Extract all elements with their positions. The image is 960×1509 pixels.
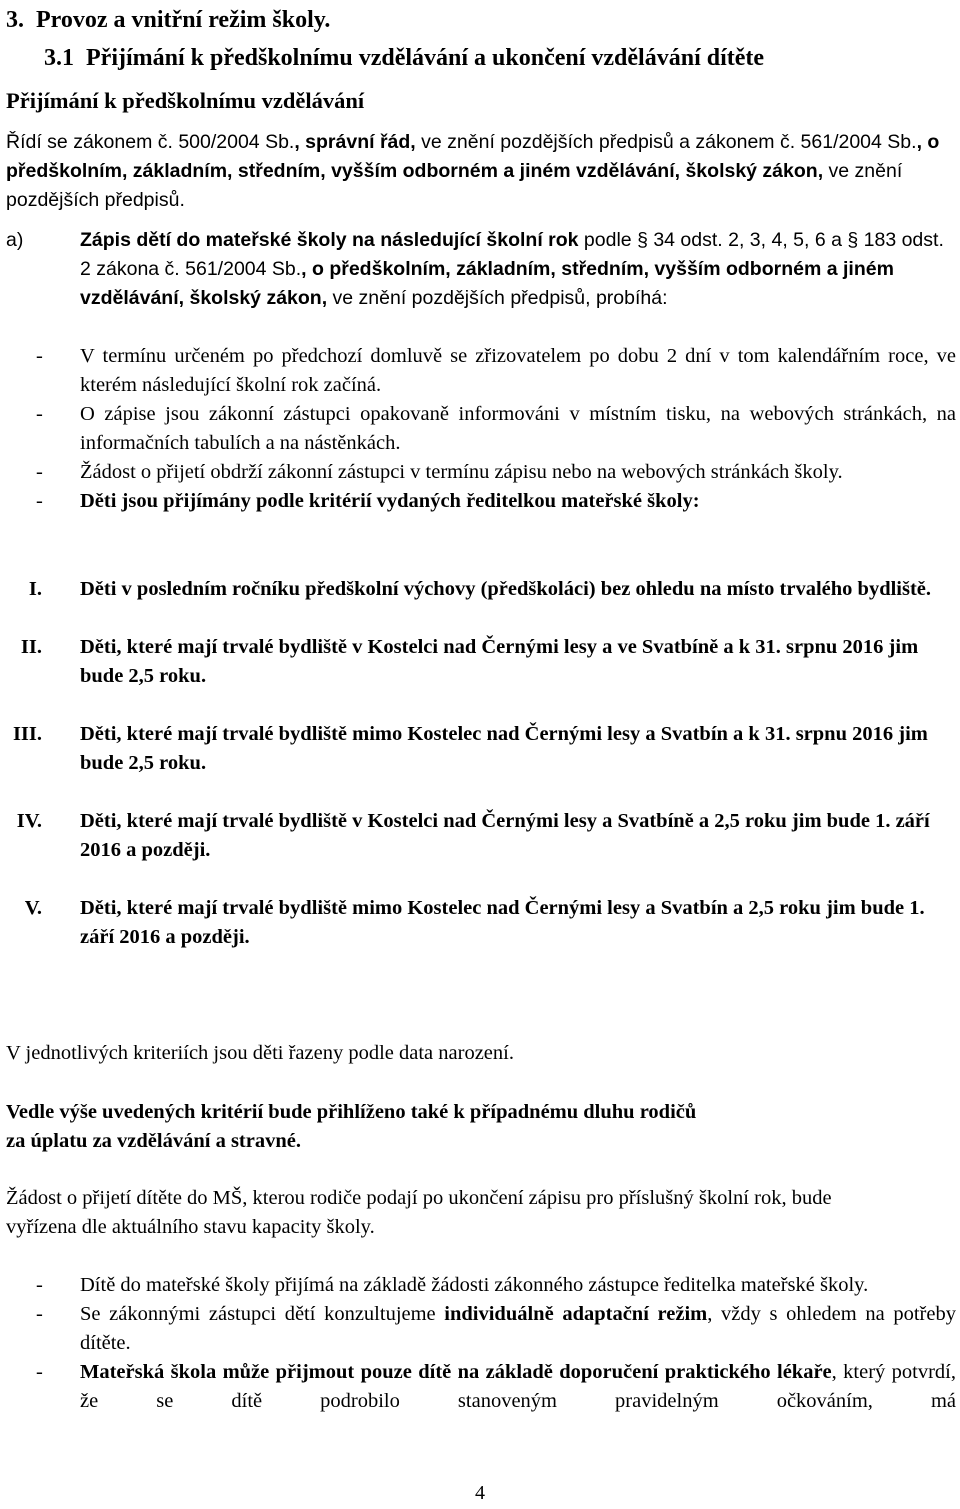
item-a-text-1: Zápis dětí do mateřské školy na následující školní rok [80,229,579,251]
dash-bullet: - [36,490,43,512]
criterion-number: IV. [16,810,42,832]
list-item-text: V termínu určeném po předchozí domluvě se zřizovatelem po dobu 2 dní v tom kalendářním roce, ve kterém následující školní rok začíná. [80,345,956,396]
item-a-text-4: ve znění pozdějších předpisů, probíhá: [327,287,668,309]
list-item [36,487,956,516]
criterion-text: Děti, které mají trvalé bydliště v Kostelci nad Černými lesy a ve Svatbíně a k 31. srpnu 2016 jim bude 2,5 roku. [80,636,919,687]
debt-line-2: za úplatu za vzdělávání a stravné. [6,1130,301,1152]
item-a-marker: a) [6,229,24,251]
intro-text-4: , o předškolním, základním, středním, vyšším odborném a jiném vzdělávání, školský zákon, [6,131,940,182]
item-a-paragraph [80,226,956,313]
criterion-text: Děti, které mají trvalé bydliště v Kostelci nad Černými lesy a Svatbíně a 2,5 roku jim bude 1. září 2016 a později. [80,810,930,861]
heading-section-3-1: 3.1 Přijímání k předškolnímu vzdělávání a ukončení vzdělávání dítěte [44,45,765,71]
list-item-text [80,1303,956,1354]
criterion-number: III. [12,723,42,745]
criterion-text: Děti v posledním ročníku předškolní výchovy (předškoláci) bez ohledu na místo trvalého bydliště. [80,578,932,600]
intro-text-2: , správní řád, [294,131,416,153]
list-item [36,342,956,400]
list-item-text-bold: individuálně adaptační režim [444,1303,708,1325]
debt-paragraph [6,1098,956,1156]
list-item-text: Děti jsou přijímány podle kritérií vydaných ředitelkou mateřské školy: [80,490,700,512]
criterion-number: V. [24,897,42,919]
item-a-text-2: podle § 34 odst. 2, 3, 4, 5, 6 a § 183 odst. 2 zákona č. 561/2004 Sb. [80,229,944,280]
admission-rules-list [36,1271,956,1416]
list-item-text: O zápise jsou zákonní zástupci opakovaně informováni v místním tisku, na webových stránkách, na informačních tabulích a na nástěnkách. [80,403,956,454]
enrollment-dash-list [36,342,956,516]
list-item [36,1271,956,1300]
list-item-text [80,1361,956,1412]
criterion-number: I. [28,578,42,600]
list-item [36,400,956,458]
list-item [36,458,956,487]
dash-bullet: - [36,1361,43,1383]
admission-criteria-list [6,575,956,981]
dash-bullet: - [36,461,43,483]
list-item-text-part: , který potvrdí, že se dítě podrobilo stanoveným pravidelným očkováním, má [80,1361,956,1412]
criterion-row [6,575,956,604]
list-item-text-part: , vždy s ohledem na potřeby dítěte. [80,1303,956,1354]
list-item-text-bold: Mateřská škola může přijmout pouze dítě na základě doporučení praktického lékaře [80,1361,832,1383]
list-item-text: Žádost o přijetí obdrží zákonní zástupci v termínu zápisu nebo na webových stránkách školy. [80,461,843,483]
criterion-row [6,720,956,778]
list-item [36,1300,956,1358]
intro-text-1: Řídí se zákonem č. 500/2004 Sb. [6,131,295,153]
heading-admission: Přijímání k předškolnímu vzdělávání [6,88,365,113]
dash-bullet: - [36,345,43,367]
page-number: 4 [475,1482,485,1504]
list-item-text-part: Se zákonnými zástupci dětí konzultujeme [80,1303,445,1325]
dash-bullet: - [36,1274,43,1296]
criterion-row [6,633,956,691]
criterion-text: Děti, které mají trvalé bydliště mimo Kostelec nad Černými lesy a Svatbín a 2,5 roku jim bude 1. září 2016 a později. [80,897,925,948]
intro-text-3: ve znění pozdějších předpisů a zákonem č. 561/2004 Sb. [415,131,917,153]
criterion-row [6,894,956,952]
dash-bullet: - [36,1303,43,1325]
list-item-text: Dítě do mateřské školy přijímá na základě žádosti zákonného zástupce ředitelka mateřské školy. [80,1274,869,1296]
debt-line-1: Vedle výše uvedených kritérií bude přihlíženo také k případnému dluhu rodičů [6,1101,697,1123]
list-item [36,1358,956,1416]
dash-bullet: - [36,403,43,425]
criterion-number: II. [20,636,42,658]
capacity-paragraph: Žádost o přijetí dítěte do MŠ, kterou rodiče podají po ukončení zápisu pro příslušný školní rok, bude vyřízena dle aktuálního stavu kapacity školy. [6,1187,832,1238]
criterion-text: Děti, které mají trvalé bydliště mimo Kostelec nad Černými lesy a Svatbín a k 31. srpnu 2016 jim bude 2,5 roku. [80,723,928,774]
heading-section-3: 3. Provoz a vnitřní režim školy. [6,7,331,33]
criterion-row [6,807,956,865]
intro-paragraph [6,128,956,215]
item-a-text-3: , o předškolním, základním, středním, vyšším odborném a jiném vzdělávání, školský zákon, [80,258,894,309]
intro-text-5: ve znění pozdějších předpisů. [6,160,903,211]
sorting-paragraph: V jednotlivých kriteriích jsou děti řazeny podle data narození. [6,1042,514,1064]
